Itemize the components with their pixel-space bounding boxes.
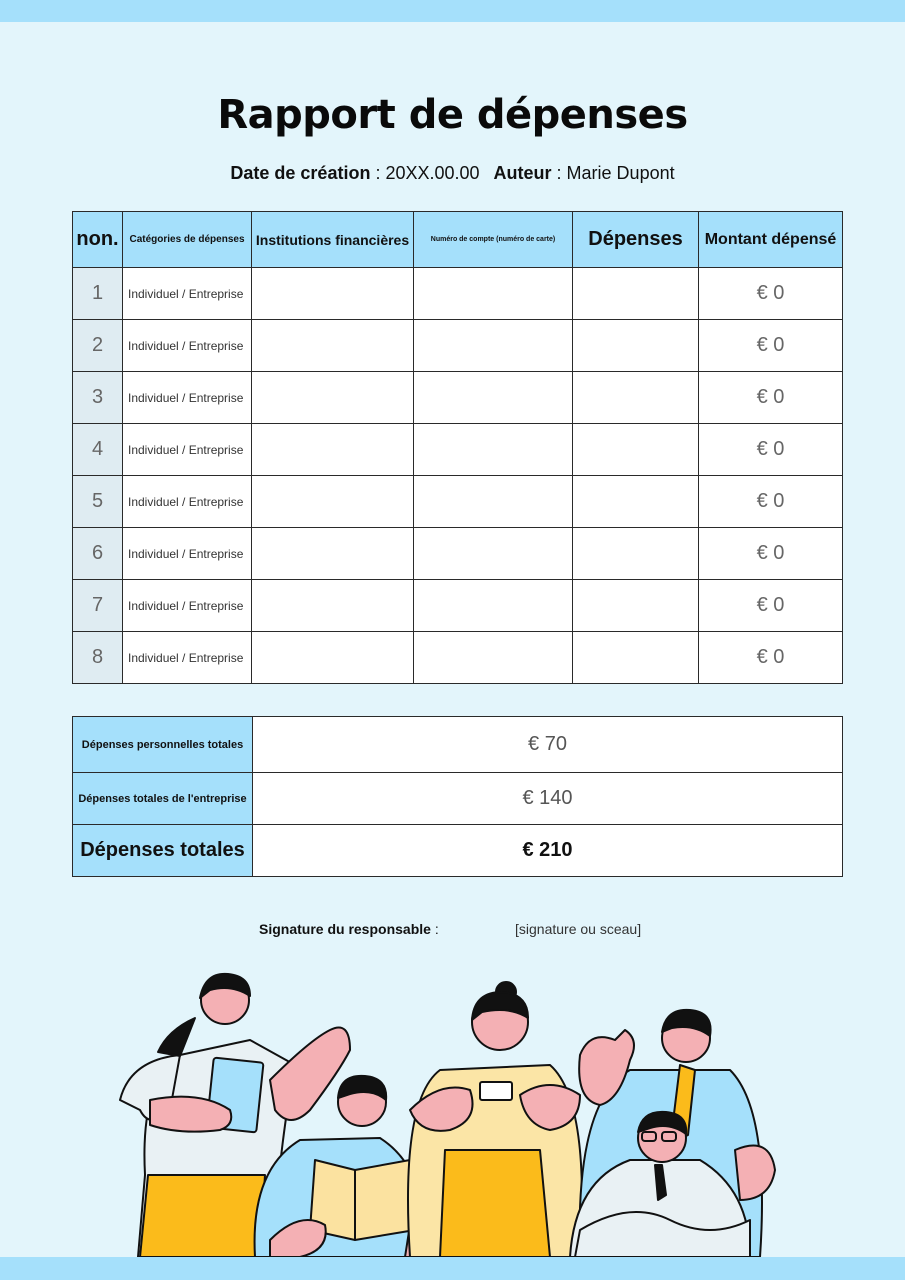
amount-cell[interactable]: € 0 <box>699 632 843 684</box>
account-cell[interactable] <box>414 528 573 580</box>
row-number: 4 <box>73 424 123 476</box>
row-number: 5 <box>73 476 123 528</box>
table-row <box>73 372 843 424</box>
institution-cell[interactable] <box>252 320 414 372</box>
signature-label: Signature du responsable <box>259 921 431 937</box>
category-cell[interactable]: Individuel / Entreprise <box>123 580 252 632</box>
account-cell[interactable] <box>414 476 573 528</box>
amount-cell[interactable]: € 0 <box>699 320 843 372</box>
table-row <box>73 476 843 528</box>
category-cell[interactable]: Individuel / Entreprise <box>123 320 252 372</box>
row-number: 7 <box>73 580 123 632</box>
account-cell[interactable] <box>414 372 573 424</box>
table-row <box>73 528 843 580</box>
summary-label: Dépenses totales de l'entreprise <box>73 773 253 825</box>
row-number: 8 <box>73 632 123 684</box>
institution-cell[interactable] <box>252 476 414 528</box>
report-meta: Date de création : 20XX.00.00 Auteur : Marie Dupont <box>230 163 675 183</box>
amount-cell[interactable]: € 0 <box>699 580 843 632</box>
signature-placeholder[interactable]: [signature ou sceau] <box>515 921 642 937</box>
category-cell[interactable]: Individuel / Entreprise <box>123 424 252 476</box>
institution-cell[interactable] <box>252 580 414 632</box>
institution-cell[interactable] <box>252 268 414 320</box>
table-row <box>73 320 843 372</box>
summary-row-personal <box>73 717 843 773</box>
account-cell[interactable] <box>414 632 573 684</box>
category-cell[interactable]: Individuel / Entreprise <box>123 476 252 528</box>
amount-cell[interactable]: € 0 <box>699 476 843 528</box>
header-category: Catégories de dépenses <box>123 212 252 268</box>
account-cell[interactable] <box>414 268 573 320</box>
author-label: Auteur <box>493 163 552 183</box>
expense-cell[interactable] <box>573 476 699 528</box>
summary-row-company <box>73 773 843 825</box>
person-woman-center <box>408 982 582 1257</box>
table-row <box>73 424 843 476</box>
author-value: Marie Dupont <box>566 163 675 183</box>
account-cell[interactable] <box>414 580 573 632</box>
header-amount: Montant dépensé <box>699 212 843 268</box>
header-expenses: Dépenses <box>573 212 699 268</box>
summary-value[interactable]: € 210 <box>253 825 843 877</box>
summary-row-total <box>73 825 843 877</box>
header-account: Numéro de compte (numéro de carte) <box>414 212 573 268</box>
institution-cell[interactable] <box>252 632 414 684</box>
account-cell[interactable] <box>414 424 573 476</box>
institution-cell[interactable] <box>252 424 414 476</box>
page-title: Rapport de dépenses <box>217 92 688 138</box>
top-band <box>0 0 905 22</box>
bottom-band <box>0 1257 905 1280</box>
expense-cell[interactable] <box>573 580 699 632</box>
category-cell[interactable]: Individuel / Entreprise <box>123 528 252 580</box>
team-illustration <box>110 960 800 1257</box>
category-cell[interactable]: Individuel / Entreprise <box>123 268 252 320</box>
row-number: 3 <box>73 372 123 424</box>
expense-cell[interactable] <box>573 320 699 372</box>
amount-cell[interactable]: € 0 <box>699 424 843 476</box>
table-row <box>73 268 843 320</box>
date-label: Date de création <box>230 163 371 183</box>
date-value: 20XX.00.00 <box>385 163 480 183</box>
expense-cell[interactable] <box>573 424 699 476</box>
institution-cell[interactable] <box>252 372 414 424</box>
summary-label: Dépenses totales <box>73 825 253 877</box>
expense-cell[interactable] <box>573 528 699 580</box>
header-institution: Institutions financières <box>252 212 414 268</box>
amount-cell[interactable]: € 0 <box>699 372 843 424</box>
expense-cell[interactable] <box>573 268 699 320</box>
amount-cell[interactable]: € 0 <box>699 268 843 320</box>
row-number: 1 <box>73 268 123 320</box>
row-number: 2 <box>73 320 123 372</box>
expense-table <box>72 211 843 684</box>
row-number: 6 <box>73 528 123 580</box>
amount-cell[interactable]: € 0 <box>699 528 843 580</box>
account-cell[interactable] <box>414 320 573 372</box>
summary-value[interactable]: € 70 <box>253 717 843 773</box>
table-header-row <box>73 212 843 268</box>
summary-table <box>72 716 843 877</box>
institution-cell[interactable] <box>252 528 414 580</box>
header-no: non. <box>73 212 123 268</box>
signature-line: Signature du responsable : [signature ou sceau] <box>259 921 642 937</box>
expense-cell[interactable] <box>573 372 699 424</box>
table-row <box>73 632 843 684</box>
summary-label: Dépenses personnelles totales <box>73 717 253 773</box>
summary-value[interactable]: € 140 <box>253 773 843 825</box>
table-row <box>73 580 843 632</box>
category-cell[interactable]: Individuel / Entreprise <box>123 632 252 684</box>
expense-cell[interactable] <box>573 632 699 684</box>
category-cell[interactable]: Individuel / Entreprise <box>123 372 252 424</box>
